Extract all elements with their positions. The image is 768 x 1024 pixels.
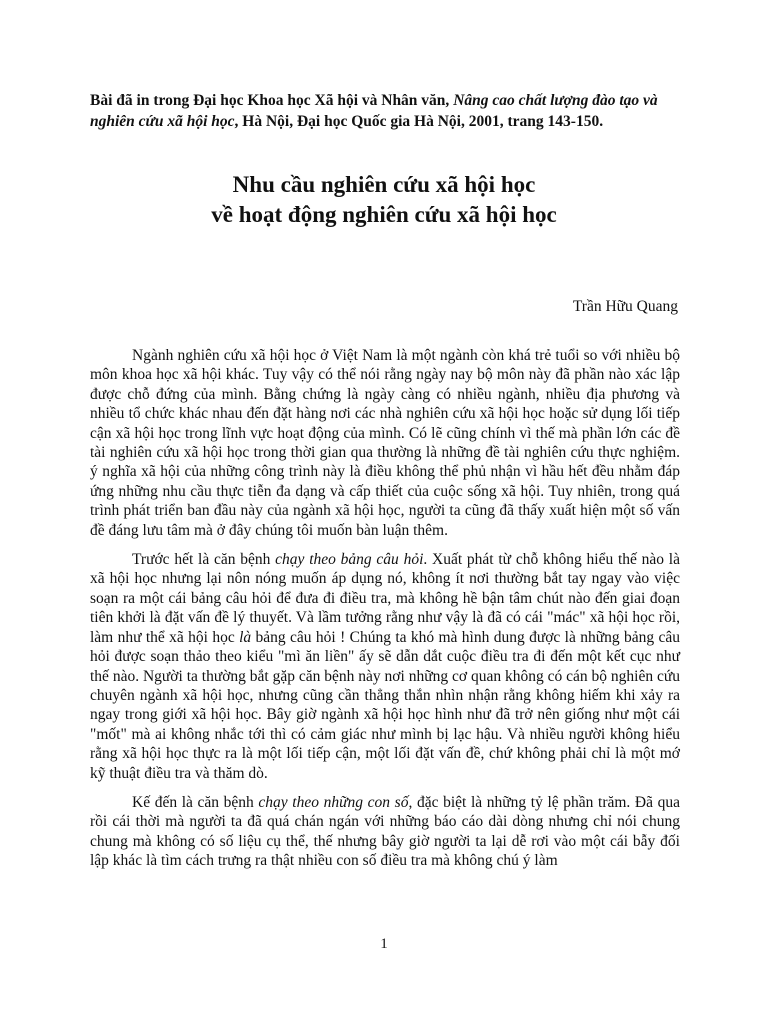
publication-source-note: [90, 90, 690, 132]
paragraph-2-italic-b: là: [239, 628, 252, 646]
article-title-line-1: Nhu cầu nghiên cứu xã hội học: [232, 172, 536, 197]
article-title: [0, 170, 768, 230]
paragraph-2-text-a: Trước hết là căn bệnh: [132, 551, 276, 569]
paragraph-3-text-b: , đặc biệt là những tỷ lệ phần trăm. Đã qua rồi cái thời mà người ta đã quá chán ngán với những báo cáo dài dòng nhưng chỉ nói chung chung mà không có số liệu cụ thể, thế nhưng bây giờ người ta lại dễ rơi vào một cái bẫy đối lập khác là tìm cách trưng ra thật nhiều con số điều tra mà không chú ý làm: [90, 793, 680, 870]
source-text-2: , Hà Nội, Đại học Quốc gia Hà Nội, 2001, trang 143-150.: [234, 113, 604, 130]
paragraph-2-italic-a: chạy theo bảng câu hỏi: [275, 551, 424, 569]
article-title-line-2: về hoạt động nghiên cứu xã hội học: [211, 202, 557, 227]
page-number: 1: [380, 936, 388, 952]
paragraph-3: [90, 793, 680, 871]
paragraph-2-text-c: bảng câu hỏi ! Chúng ta khó mà hình dung được là những bảng câu hỏi được soạn thảo theo kiểu "mì ăn liền" ấy sẽ dẫn dắt cuộc điều tra đi đến một kết cục như thế nào. Người ta thường bắt gặp căn bệnh này nơi những cơ quan không có cán bộ nghiên cứu chuyên ngành xã hội học, nhưng cũng cần thẳng thắn nhìn nhận rằng không hiếm khi xảy ra ngay trong giới xã hội học. Bây giờ ngành xã hội học hình như đã trở nên giống như một cái "mốt" mà ai không nhắc tới thì có cảm giác như mình bị lạc hậu. Và nhiều người không hiểu rằng xã hội học thực ra là một lối tiếp cận, một lối đặt vấn đề, chứ không phải chỉ là một mớ kỹ thuật điều tra và thăm dò.: [90, 628, 681, 782]
author-name: Trần Hữu Quang: [572, 298, 678, 315]
paragraph-3-text-a: Kế đến là căn bệnh: [132, 793, 259, 811]
article-body: [90, 346, 680, 881]
source-text-1: Bài đã in trong Đại học Khoa học Xã hội và Nhân văn,: [90, 92, 454, 109]
paragraph-1: Ngành nghiên cứu xã hội học ở Việt Nam là một ngành còn khá trẻ tuổi so với nhiều bộ môn khoa học xã hội khác. Tuy vậy có thể nói rằng ngày nay bộ môn này đã phần nào xác lập được chỗ đứng của mình. Bằng chứng là ngày càng có nhiều ngành, nhiều địa phương và nhiều tổ chức khác nhau đến đặt hàng nơi các nhà nghiên cứu xã hội học hoặc sử dụng lối tiếp cận xã hội học trong lĩnh vực hoạt động của mình. Có lẽ cũng chính vì thế mà phần lớn các đề tài nghiên cứu xã hội học trong thời gian qua thường là những đề tài nghiên cứu thực nghiệm. ý nghĩa xã hội của những công trình này là điều không thể phủ nhận vì hầu hết đều nhằm đáp ứng những nhu cầu thực tiễn đa dạng và cấp thiết của cuộc sống xã hội. Tuy nhiên, trong quá trình phát triển ban đầu này của ngành xã hội học, người ta cũng đã thấy xuất hiện một số vấn đề đáng lưu tâm mà ở đây chúng tôi muốn bàn luận thêm.: [90, 347, 680, 539]
paragraph-2-text-b: . Xuất phát từ chỗ không hiểu thế nào là xã hội học nhưng lại nôn nóng muốn áp dụng nó, không ít nơi thường bắt tay ngay vào việc soạn ra một cái bảng câu hỏi để đưa đi điều tra, mà không hề bận tâm chút nào đến giai đoạn tiên khởi là đặt vấn đề lý thuyết. Và lầm tưởng rằng như vậy là đã có cái "mác" xã hội học rồi, làm như thể xã hội học: [90, 551, 680, 646]
paragraph-2: [90, 550, 680, 783]
source-book-title: Nâng cao chất lượng đào tạo và nghiên cứu xã hội học: [90, 92, 658, 130]
paragraph-3-italic-a: chạy theo những con số: [258, 793, 409, 811]
